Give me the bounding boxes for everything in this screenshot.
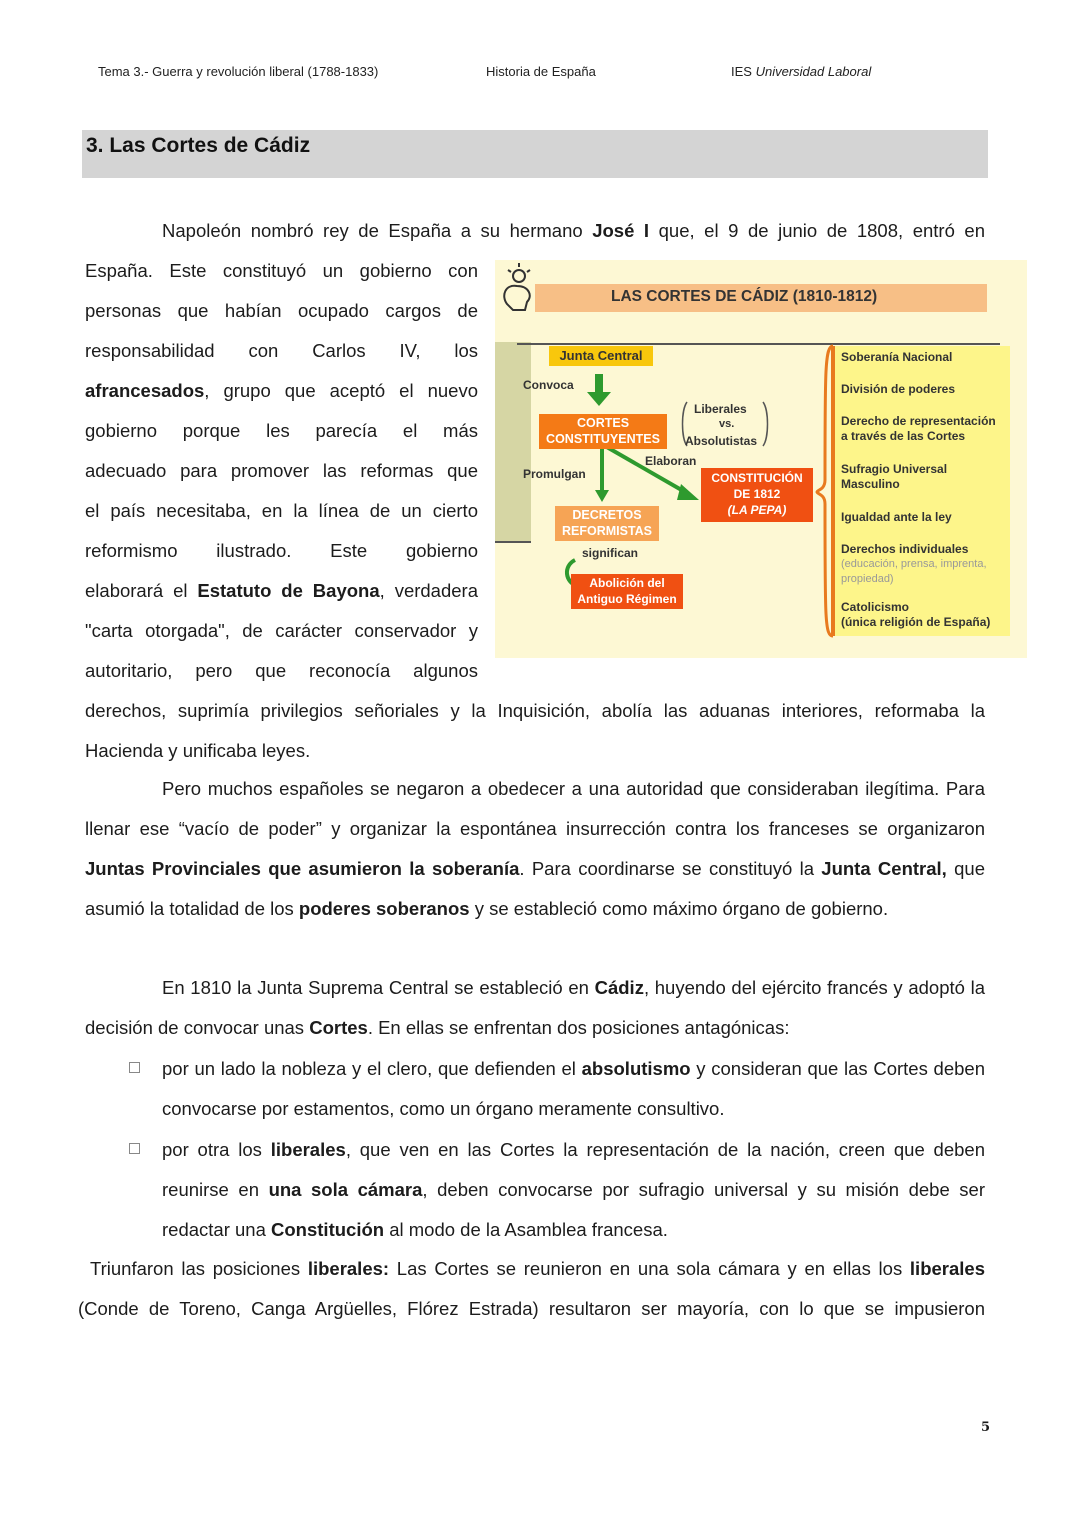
header-topic: Tema 3.- Guerra y revolución liberal (1788-1833) bbox=[98, 64, 379, 79]
label-convoca: Convoca bbox=[523, 378, 574, 392]
label-significan: significan bbox=[582, 546, 639, 560]
bullet-item-liberals: por otra los liberales, que ven en las Cortes la representación de la nación, creen que deben reunirse en una sola cámara, deben convocarse por sufragio universal y su misión debe ser redactar una Constitución al modo de la Asamblea francesa. bbox=[85, 1130, 985, 1250]
text-line: gobierno porque les parecía el más bbox=[85, 420, 478, 441]
paragraph-4-line-1: Triunfaron las posiciones liberales: Las Cortes se reunieron en una sola cámara y en ellas los liberales bbox=[90, 1258, 985, 1279]
text-line: "carta otorgada", de carácter conservador y bbox=[85, 620, 478, 641]
junta-central-box: Junta Central bbox=[549, 346, 653, 366]
header-subject: Historia de España bbox=[486, 64, 596, 79]
cortes-constituyentes-box: CORTES CONSTITUYENTES bbox=[539, 414, 667, 449]
section-title: 3. Las Cortes de Cádiz bbox=[86, 134, 311, 157]
list-item: Igualdad ante la ley bbox=[841, 510, 952, 524]
text-line: personas que habían ocupado cargos de bbox=[85, 300, 478, 321]
diagram-title: LAS CORTES DE CÁDIZ (1810-1812) bbox=[611, 288, 878, 305]
paragraph-2: Pero muchos españoles se negaron a obedecer a una autoridad que consideraban ilegítima. Para llenar ese “vacío de poder” y organizar la espontánea insurrección contra los franceses se organizaron Juntas Provinciales que asumieron la soberanía. Para coordinarse se constituyó la Junta Central, que asumió la totalidad de los poderes soberanos y se estableció como máximo órgano de gobierno. bbox=[85, 778, 985, 919]
constitucion-1812-box: CONSTITUCIÓN DE 1812 (LA PEPA) bbox=[701, 468, 813, 522]
list-item: Sufragio Universal Masculino bbox=[841, 462, 948, 491]
text-line: afrancesados, grupo que aceptó el nuevo bbox=[85, 380, 478, 401]
text-line: Napoleón nombró rey de España a su hermano José I que, el 9 de junio de 1808, entró en bbox=[162, 220, 985, 241]
label-elaboran: Elaboran bbox=[645, 454, 697, 468]
paragraph-3: En 1810 la Junta Suprema Central se estableció en Cádiz, huyendo del ejército francés y adoptó la decisión de convocar unas Cortes. En ellas se enfrentan dos posiciones antagónicas: bbox=[85, 977, 985, 1038]
text-line: España. Este constituyó un gobierno con bbox=[85, 260, 478, 281]
text-line: el país necesitaba, en la línea de un cierto bbox=[85, 500, 478, 521]
label-promulgan: Promulgan bbox=[523, 467, 586, 481]
diagram-title-bar bbox=[535, 284, 987, 312]
list-item: Catolicismo (única religión de España) bbox=[841, 600, 991, 629]
paragraph-4-line-2: (Conde de Toreno, Canga Argüelles, Flórez Estrada) resultaron ser mayoría, con lo que se impusieron bbox=[78, 1298, 985, 1319]
abolicion-antiguo-regimen-box: Abolición del Antiguo Régimen bbox=[571, 574, 683, 609]
section-heading-bar bbox=[82, 130, 988, 178]
cortes-cadiz-diagram bbox=[495, 260, 1027, 658]
header-school: IES Universidad Laboral bbox=[731, 64, 872, 79]
label-liberales: Liberales bbox=[694, 402, 747, 416]
text-line: elaborará el Estatuto de Bayona, verdadera bbox=[85, 580, 478, 601]
checkbox-bullet-icon bbox=[129, 1062, 140, 1073]
list-item: Derecho de representación a través de las Cortes bbox=[841, 414, 996, 443]
thinking-head-icon bbox=[504, 263, 530, 310]
label-vs: vs. bbox=[719, 418, 735, 430]
text-line: adecuado para promover las reformas que bbox=[85, 460, 478, 481]
page-number: 5 bbox=[981, 1420, 991, 1435]
text-line: autoritario, pero que reconocía algunos bbox=[85, 660, 478, 681]
text-line: responsabilidad con Carlos IV, los bbox=[85, 340, 478, 361]
bullet-item-absolutism: por un lado la nobleza y el clero, que defienden el absolutismo y consideran que las Cortes deben convocarse por estamentos, como un órgano meramente consultivo. bbox=[85, 1049, 985, 1129]
text-line: derechos, suprimía privilegios señoriales y la Inquisición, abolía las aduanas interiores, reformaba la bbox=[85, 700, 985, 721]
label-absolutistas: Absolutistas bbox=[685, 434, 758, 448]
checkbox-bullet-icon bbox=[129, 1143, 140, 1154]
text-line: reformismo ilustrado. Este gobierno bbox=[85, 540, 478, 561]
constitution-principles-list bbox=[831, 346, 1010, 636]
list-item: Derechos individuales (educación, prensa, imprenta, propiedad) bbox=[841, 542, 987, 585]
list-item: Soberanía Nacional bbox=[841, 350, 953, 364]
text-line: Hacienda y unificaba leyes. bbox=[85, 740, 311, 761]
list-item: División de poderes bbox=[841, 382, 956, 396]
decretos-reformistas-box: DECRETOS REFORMISTAS bbox=[555, 506, 659, 541]
